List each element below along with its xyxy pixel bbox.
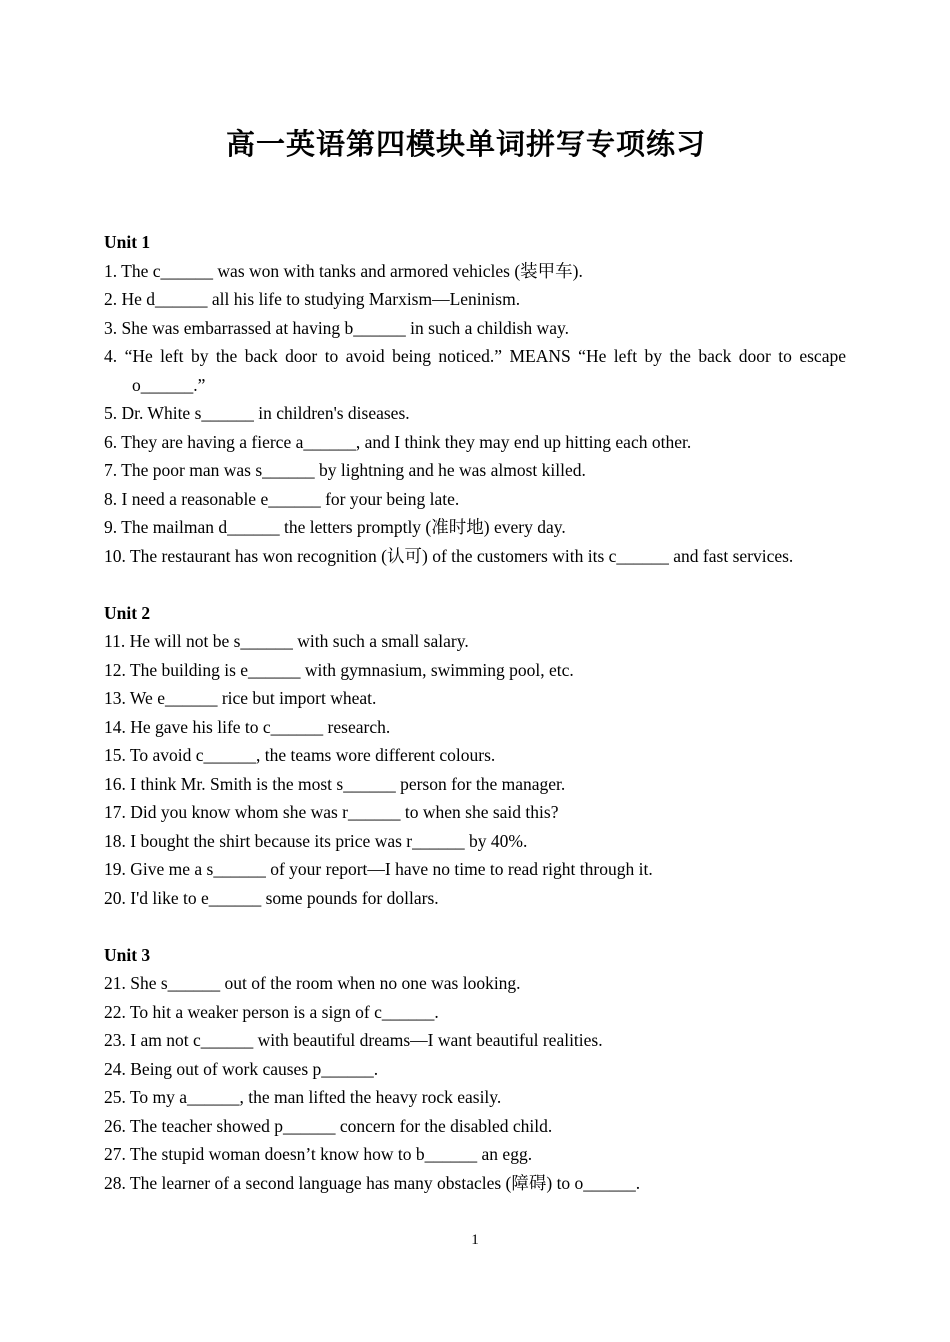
page-title: 高一英语第四模块单词拼写专项练习 [225, 129, 706, 161]
exercise-item: 9. The mailman d______ the letters promptly (准时地) every day. [104, 517, 566, 537]
exercise-item: 20. I'd like to e______ some pounds for dollars. [104, 887, 439, 908]
exercise-item: 11. He will not be s______ with such a small salary. [104, 631, 469, 651]
exercise-item: 4. “He left by the back door to avoid being noticed.” MEANS “He left by the back door to escape o______.” [104, 346, 846, 395]
exercise-item: 28. The learner of a second language has many obstacles (障碍) to o______. [104, 1172, 641, 1193]
exercise-item: 2. He d______ all his life to studying Marxism—Leninism. [104, 289, 521, 309]
exercise-item: 23. I am not c______ with beautiful dreams—I want beautiful realities. [104, 1030, 603, 1050]
exercise-item: 22. To hit a weaker person is a sign of c______. [104, 1001, 439, 1022]
unit-heading: Unit 1 [104, 232, 151, 252]
exercise-item: 18. I bought the shirt because its price was r______ by 40%. [104, 830, 528, 851]
unit-section-1 [104, 228, 846, 570]
exercise-item: 19. Give me a s______ of your report—I have no time to read right through it. [104, 859, 653, 879]
exercise-item: 10. The restaurant has won recognition (认可) of the customers with its c______ and fast services. [104, 545, 794, 566]
exercise-item: 26. The teacher showed p______ concern for the disabled child. [104, 1115, 553, 1136]
exercise-item: 15. To avoid c______, the teams wore different colours. [104, 745, 496, 765]
exercise-item: 27. The stupid woman doesn’t know how to b______ an egg. [104, 1144, 533, 1164]
unit-heading: Unit 3 [104, 944, 151, 965]
unit-section-3 [104, 941, 846, 1198]
exercise-item: 12. The building is e______ with gymnasium, swimming pool, etc. [104, 659, 574, 680]
exercise-item: 13. We e______ rice but import wheat. [104, 688, 377, 708]
exercise-item: 5. Dr. White s______ in children's diseases. [104, 403, 410, 423]
exercise-item: 8. I need a reasonable e______ for your being late. [104, 488, 460, 509]
exercise-item: 1. The c______ was won with tanks and armored vehicles (装甲车). [104, 260, 583, 281]
exercise-item: 6. They are having a fierce a______, and I think they may end up hitting each other. [104, 431, 692, 452]
exercise-item: 16. I think Mr. Smith is the most s______ person for the manager. [104, 773, 566, 794]
exercise-item: 25. To my a______, the man lifted the heavy rock easily. [104, 1087, 502, 1107]
exercise-item: 24. Being out of work causes p______. [104, 1058, 379, 1079]
exercise-item: 17. Did you know whom she was r______ to when she said this? [104, 802, 559, 822]
exercise-item: 3. She was embarrassed at having b______ in such a childish way. [104, 317, 569, 338]
exercise-content [104, 228, 846, 1197]
unit-section-2 [104, 599, 846, 913]
exercise-item: 21. She s______ out of the room when no one was looking. [104, 973, 521, 993]
page-number: 1 [471, 1232, 479, 1248]
unit-heading: Unit 2 [104, 602, 151, 623]
exercise-item: 14. He gave his life to c______ research. [104, 716, 391, 737]
exercise-item: 7. The poor man was s______ by lightning and he was almost killed. [104, 460, 586, 480]
